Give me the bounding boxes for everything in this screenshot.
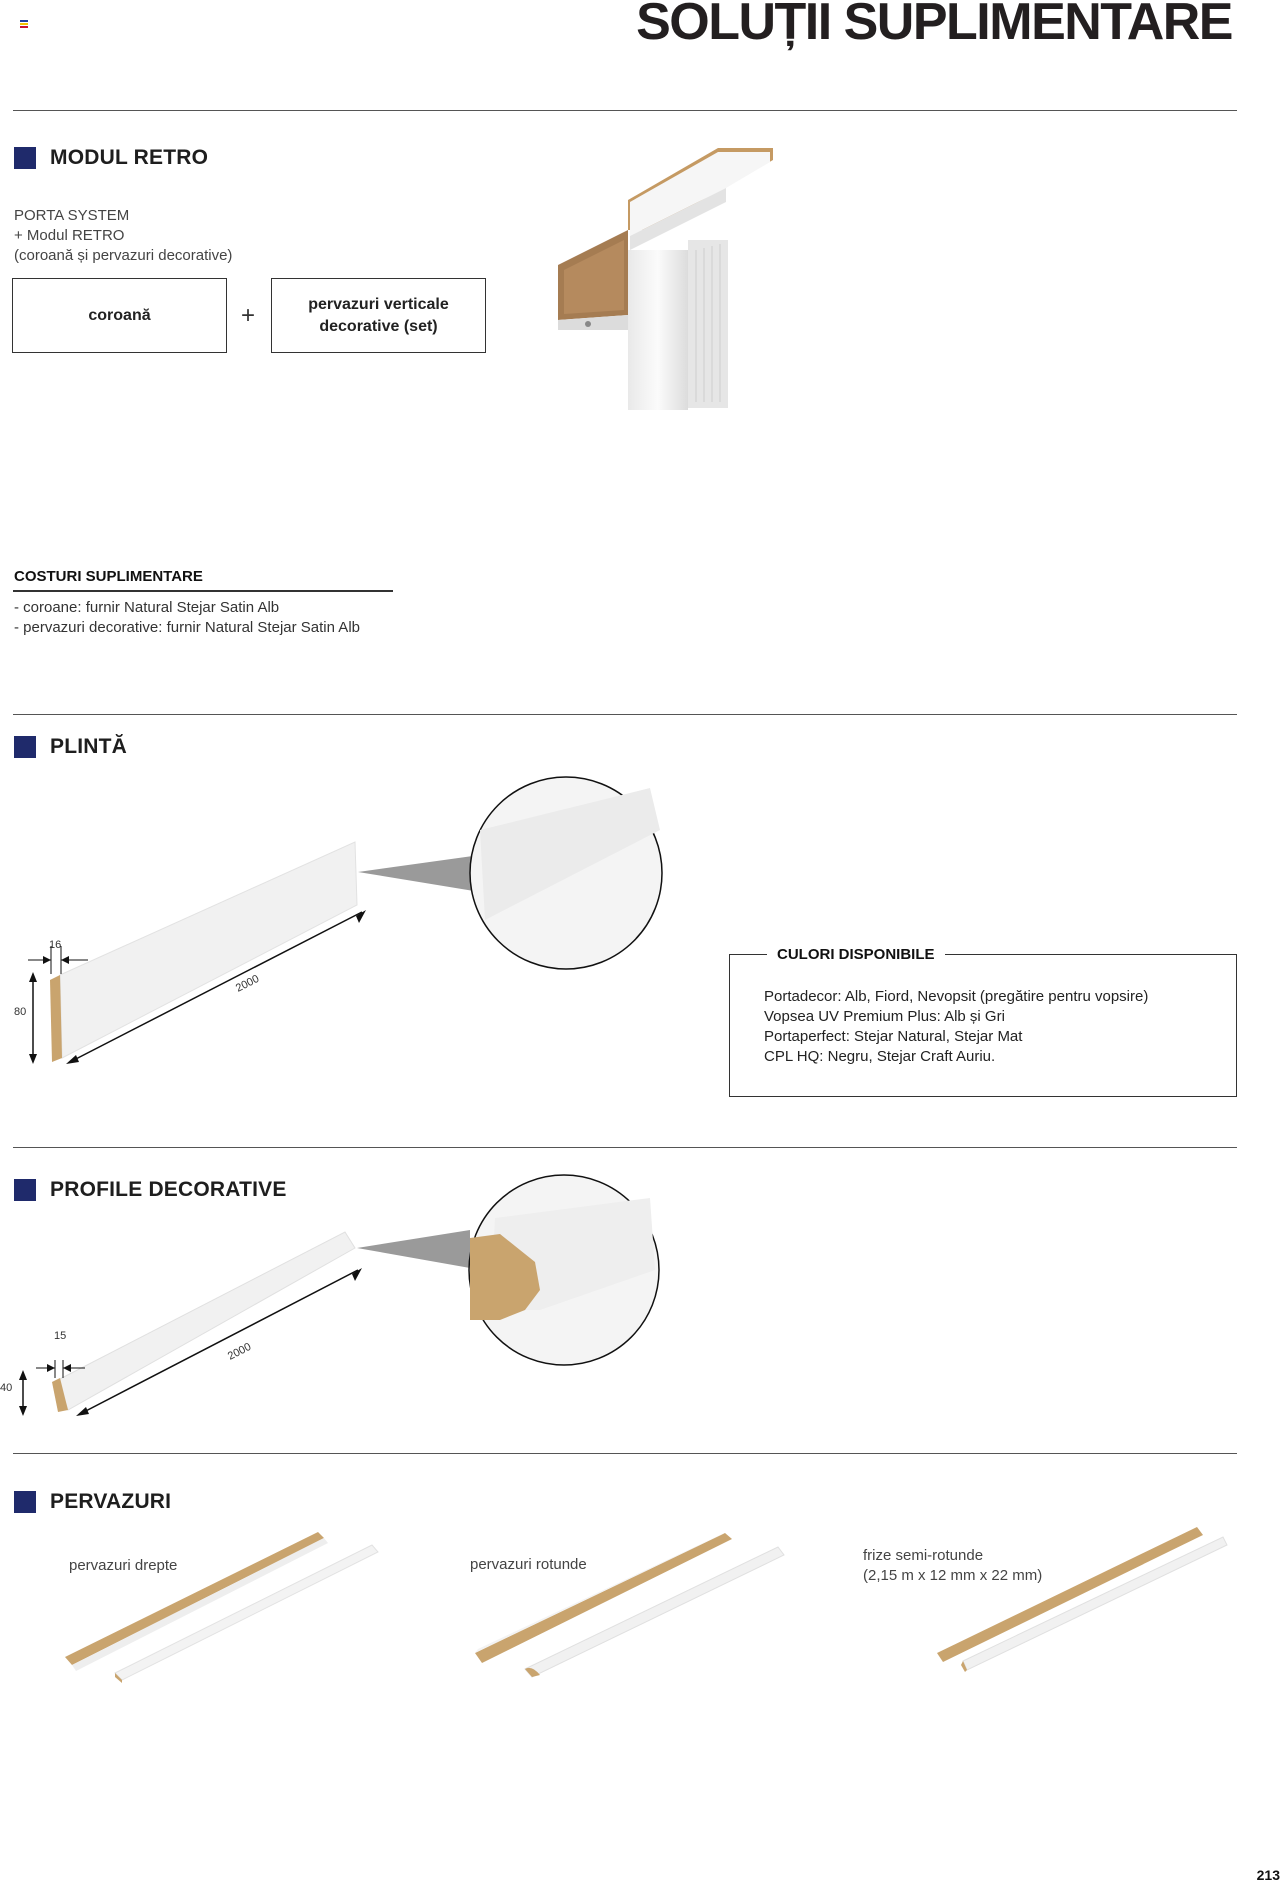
costs-list (14, 598, 360, 638)
item-label: pervazuri drepte (69, 1557, 178, 1574)
divider (13, 1147, 1237, 1148)
divider (13, 1453, 1237, 1454)
list-item: Vopsea UV Premium Plus: Alb și Gri (764, 1008, 1005, 1025)
list-item: - pervazuri decorative: furnir Natural Stejar Satin Alb (14, 619, 360, 636)
dimension-height: 80 (14, 1006, 27, 1018)
section-heading-modul-retro (14, 146, 208, 170)
plinta-diagram (10, 770, 670, 1080)
dimension-length: 2000 (225, 1340, 254, 1363)
desc-line: + Modul RETRO (14, 227, 125, 244)
section-title: PROFILE DECORATIVE (50, 1178, 287, 1201)
section-title: PLINTĂ (50, 735, 128, 758)
frize-semi-rotunde-image (935, 1525, 1235, 1675)
item-label: frize semi-rotunde (863, 1547, 984, 1564)
section-square-icon (14, 1491, 36, 1513)
box-label: coroană (88, 306, 151, 324)
section-heading-pervazuri (14, 1490, 171, 1514)
dimension-length: 2000 (233, 972, 262, 995)
section-title: MODUL RETRO (50, 146, 209, 169)
colors-heading: CULORI DISPONIBILE (767, 946, 945, 963)
section-square-icon (14, 147, 36, 169)
colors-list (764, 987, 1148, 1067)
costs-underline (13, 590, 393, 592)
divider (13, 714, 1237, 715)
list-item: Portadecor: Alb, Fiord, Nevopsit (pregătire pentru vopsire) (764, 988, 1149, 1005)
retro-door-frame-image (548, 140, 788, 420)
item-label: pervazuri rotunde (470, 1556, 587, 1573)
list-item: CPL HQ: Negru, Stejar Craft Auriu. (764, 1048, 996, 1065)
box-label: pervazuri verticale (308, 295, 449, 313)
modul-retro-description (14, 206, 232, 266)
box-coroana (12, 278, 227, 353)
list-item: - coroane: furnir Natural Stejar Satin Alb (14, 599, 280, 616)
section-title: PERVAZURI (50, 1490, 172, 1513)
item-label: (2,15 m x 12 mm x 22 mm) (863, 1567, 1043, 1584)
page-number: 213 (1256, 1867, 1280, 1883)
dimension-height: 40 (0, 1382, 13, 1394)
dimension-thickness: 15 (54, 1330, 67, 1342)
profile-decorative-diagram (0, 1170, 670, 1430)
dimension-thickness: 16 (49, 939, 62, 951)
costs-heading: COSTURI SUPLIMENTARE (14, 568, 203, 585)
list-item: Portaperfect: Stejar Natural, Stejar Mat (764, 1028, 1023, 1045)
box-label: decorative (set) (319, 317, 438, 335)
desc-line: (coroană și pervazuri decorative) (14, 247, 233, 264)
box-pervazuri-decorative (271, 278, 486, 353)
pervazuri-rotunde-image (470, 1525, 790, 1685)
page-title: SOLUȚII SUPLIMENTARE (636, 0, 1232, 51)
flag-icon (20, 20, 28, 28)
divider (13, 110, 1237, 111)
desc-line: PORTA SYSTEM (14, 207, 130, 224)
plus-sign: + (241, 302, 256, 329)
section-heading-plinta (14, 735, 127, 759)
section-square-icon (14, 736, 36, 758)
pervazuri-drepte-image (60, 1525, 380, 1685)
